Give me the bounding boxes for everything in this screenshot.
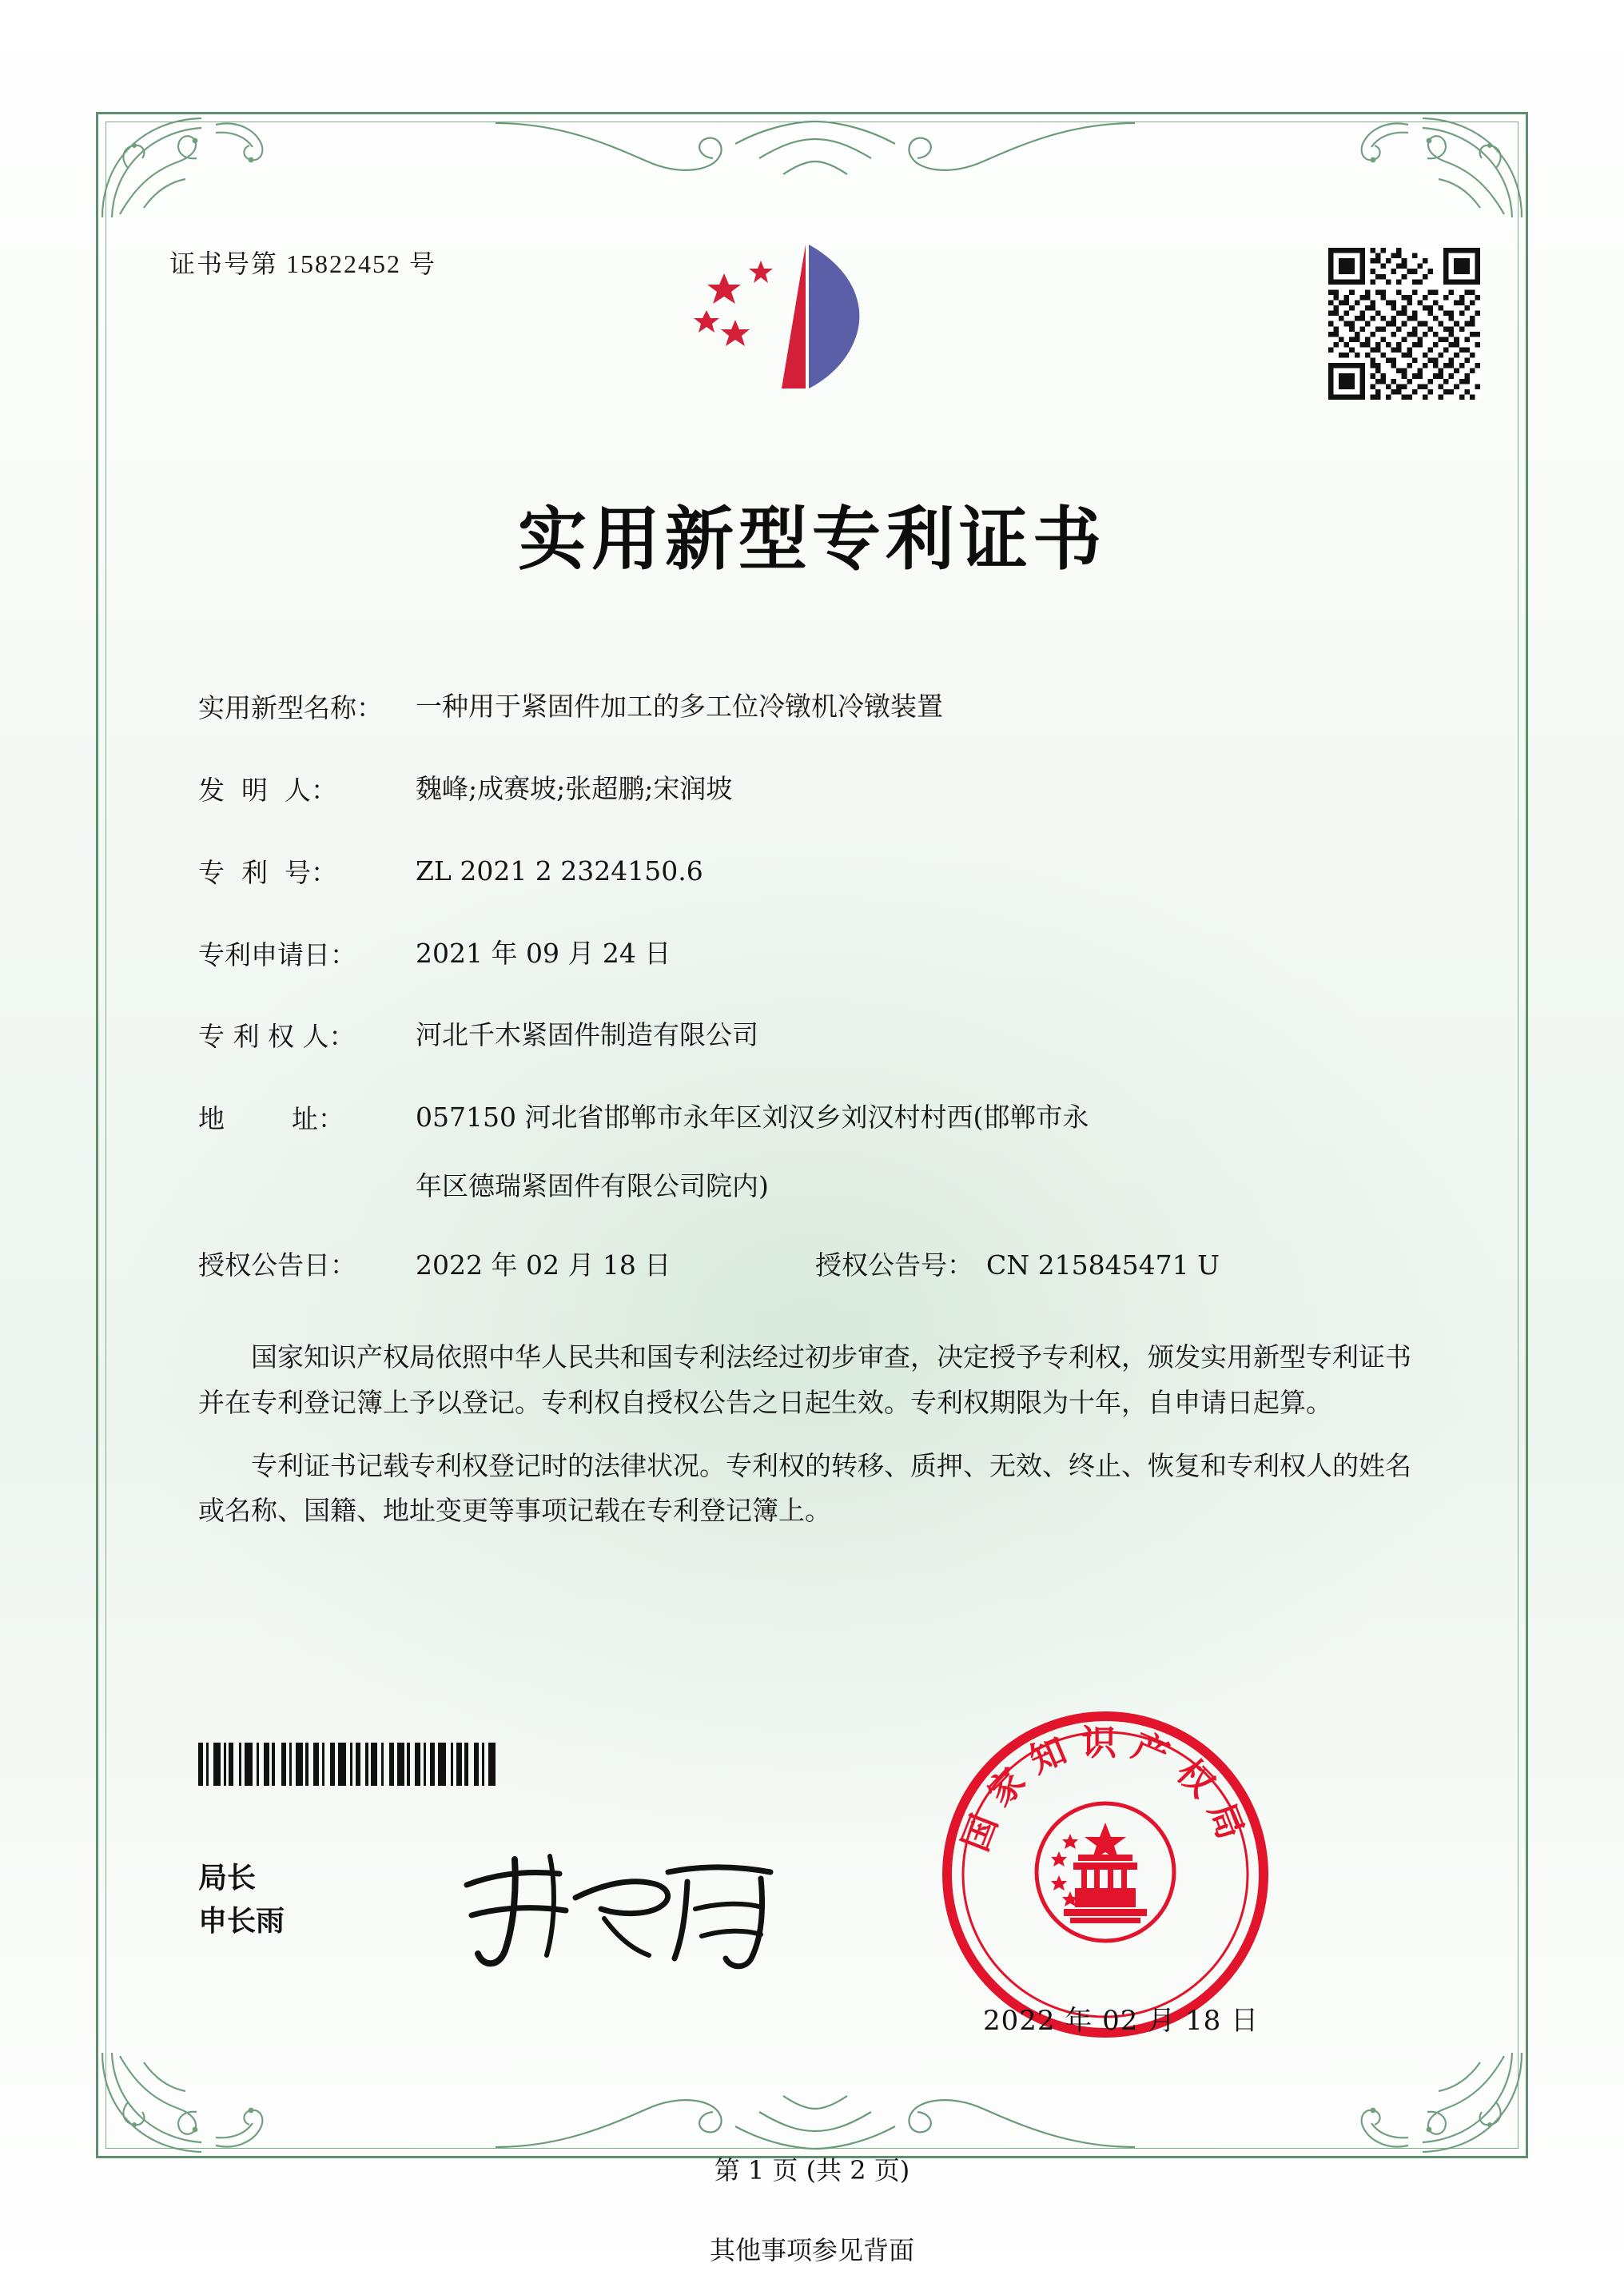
cnipa-emblem-icon <box>687 232 927 416</box>
field-value: 一种用于紧固件加工的多工位冷镦机冷镦装置 <box>416 691 943 722</box>
legal-text <box>198 1335 1429 1552</box>
seal-text: 国家知识产权局 <box>955 1723 1256 1857</box>
field-value: 魏峰;成赛坡;张超鹏;宋润坡 <box>416 772 733 804</box>
field-row-utility-model-name <box>198 687 1421 726</box>
legal-paragraph-2: 专利证书记载专利权登记时的法律状况。专利权的转移、质押、无效、终止、恢复和专利权人的姓名或名称、国籍、地址变更等事项记载在专利登记簿上。 <box>198 1449 1411 1527</box>
director-name: 申长雨 <box>198 1904 285 1938</box>
field-label: 专 利 权 人： <box>198 1021 356 1053</box>
certificate-number: 证书号第 15822452 号 <box>169 249 437 278</box>
legal-paragraph-1: 国家知识产权局依照中华人民共和国专利法经过初步审查，决定授予专利权，颁发实用新型专利证书并在专利登记簿上予以登记。专利权自授权公告之日起生效。专利权期限为十年，自申请日起算。 <box>198 1341 1411 1418</box>
qr-code <box>1328 248 1480 400</box>
director-title: 局长 <box>198 1861 257 1895</box>
grant-number-label: 授权公告号： <box>815 1249 973 1281</box>
field-label: 实用新型名称： <box>198 692 383 723</box>
field-value: 河北千木紧固件制造有限公司 <box>416 1019 758 1051</box>
back-side-note: 其他事项参见背面 <box>709 2235 914 2265</box>
director-block <box>198 1856 285 1942</box>
seal-date: 2022 年 02 月 18 日 <box>983 2005 1260 2037</box>
field-row-patent-number <box>198 852 1421 890</box>
director-signature <box>448 1839 799 1974</box>
barcode <box>198 1743 630 1786</box>
field-label: 专利申请日： <box>198 938 356 970</box>
field-label: 地 址： <box>198 1103 344 1135</box>
field-row-grant <box>198 1245 1421 1282</box>
official-seal <box>933 1703 1277 2046</box>
field-label: 发 明 人： <box>198 774 337 806</box>
field-row-patentee <box>198 1016 1421 1054</box>
field-value: 2021 年 09 月 24 日 <box>416 937 671 969</box>
grant-number-value: CN 215845471 U <box>986 1249 1220 1281</box>
address-second-line: 年区德瑞紧固件有限公司院内) <box>416 1170 769 1202</box>
field-value: 057150 河北省邯郸市永年区刘汉乡刘汉村村西(邯郸市永 <box>416 1102 1089 1134</box>
field-row-inventors <box>198 770 1421 808</box>
page-count: 第 1 页 (共 2 页) <box>714 2155 910 2185</box>
field-row-application-date <box>198 934 1421 973</box>
field-label: 专 利 号： <box>198 856 337 888</box>
grant-date-value: 2022 年 02 月 18 日 <box>416 1249 671 1281</box>
page-title: 实用新型专利证书 <box>518 499 1106 580</box>
grant-date-label: 授权公告日： <box>198 1249 356 1281</box>
field-value: ZL 2021 2 2324150.6 <box>416 855 703 887</box>
field-list <box>198 687 1421 1314</box>
field-row-address <box>198 1098 1421 1137</box>
